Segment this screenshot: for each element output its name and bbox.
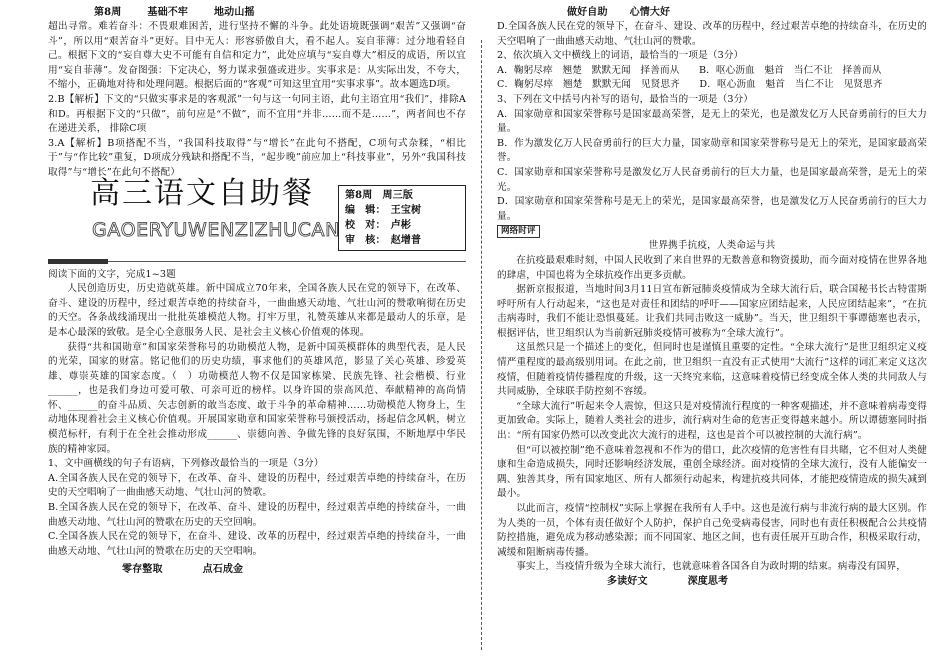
article-paragraph-5: 但“可以被控制”绝不意味着忽视和不作为的借口，此次疫情的危害性有目共睹，它不但对人类健康和生命造成损失，同时还影响经济发展，重创全球经济。面对疫情的全球大流行，没有人能偏安一隅、独善其身，所有国家地区、所有人都须行动起来，构建抗疫共同体，才能把疫情造成的损失减到最小。 — [497, 444, 927, 500]
masthead — [48, 175, 466, 255]
question-3-option-c: C．国家勋章和国家荣誉称号是激发亿万人民奋勇前行的巨大力量，也是国家最高荣誉，是无上的荣光。 — [497, 166, 927, 193]
proofreader-line: 校 对： 卢彬 — [345, 219, 412, 231]
question-3-option-b: B．作为激发亿万人民奋勇前行的巨大力量，国家勋章和国家荣誉称号是无上的荣光，是国家最高荣誉。 — [497, 137, 927, 164]
answer-analysis-1: 超出寻常。难若奋斗：不畏艰难困苦，进行坚持不懈的斗争。此处语境既强调“艰苦”又强调“奋斗”，所以用“艰苦奋斗”更好。目中无人：形容骄傲自大，看不起人。妄自菲薄：过分地看轻自己。根据下文的“妄自尊大史不可能有自信和定力”，此处应填与“妄自尊大”相反的成语，所以宜用“妄自菲薄”。发奋图强：下定决心，努力谋求强盛或进步。实事求是：从实际出发，不夸大，不缩小，正确地对待和处理问题。根据后面的“客观”可知这里宜用“实事求事”。故本题选D项。 — [48, 21, 466, 91]
question-2-options-cd: C．鞠躬尽瘁 翘楚 默默无闻 见贤思齐 D．呕心沥血 魁首 当仁不让 见贤思齐 — [497, 79, 883, 91]
section-divider — [48, 258, 466, 266]
question-3: 3、下列在文中括号内补写的语句，最恰当的一项是（3分） — [497, 93, 754, 105]
right-footer — [497, 575, 927, 590]
divider-block — [48, 259, 108, 264]
question-3-option-d: D．国家勋章和国家荣誉称号是无上的荣光，是国家最高荣誉，也是激发亿万人民奋勇前行的巨大力量。 — [497, 196, 927, 222]
right-header — [497, 6, 927, 20]
left-header — [48, 6, 466, 20]
reading-paragraph-2: 获得“共和国勋章”和国家荣誉称号的功勋模范人物，是新中国英模群体的典型代表，是人民的光荣，国家的财富。铭记他们的历史功绩，事求他们的英雄风范，影显了关心英雄、珍爱英雄、尊崇英雄的国家态度。（ ）功勋模范人物不仅是国家栋梁、民族先锋、社会楷模、行业______，也是我们身边可爱可敬、可亲可近的榜样。以身许国的崇高风范、奉献精神的高尚情怀、______的奋斗品质、矢志创新的敢当态度、敢于斗争的革命精神……功勋模范人物身上，生动地体现着社会主义核心价值观。开展国家勋章和国家荣誉称号颁授活动，扬起信念风帆，树立模范标杆，有利于在全社会推动形成______、崇德向善、争做先锋的良好氛围，不断地厚中华民族的精神家园。 — [48, 341, 466, 455]
answer-analysis-3: 3.A【解析】B项搭配不当，“我国科技取得”与“增长”在此句不搭配，C项句式杂糅，“相比于”与“作比较”重复，D项成分残缺和搭配不当，“起步晚”前应加上“科技事业”，另外“我国科技取得”与“增长”在此句不搭配） — [48, 137, 466, 178]
footer-motto-4: 深度思考 — [687, 575, 729, 587]
header-motto-3: 做好自助 — [567, 7, 608, 18]
footer-motto-2: 点石成金 — [202, 564, 244, 576]
reading-paragraph-1: 人民创造历史，历史造就英雄。新中国成立70年来，全国各族人民在党的领导下，在改革、奋斗、建设的历程中，经过艰苦卓绝的持续奋斗，一曲曲感天动地、气壮山河的赞歌响彻在历史的天空。各条战线涌现出一批批英雄模范人物。打牢万里，礼赞英雄从来都是最动人的乐章，是是本心最深的致敬。是全心全意服务人民、是社会主义核心价值观的体现。 — [48, 283, 466, 338]
question-2-options-ab: A．鞠躬尽瘁 翘楚 默默无闻 择善而从 B．呕心沥血 魁首 当仁不让 择善而从 — [497, 64, 882, 76]
article-title: 世界携手抗疫，人类命运与共 — [648, 240, 776, 252]
question-1: 1、文中画横线的句子有语病，下列修改最恰当的一项是（3分） — [48, 458, 324, 470]
masthead-title: 高三语文自助餐 — [90, 175, 314, 211]
right-column — [497, 6, 927, 590]
editor-line: 编 辑： 王宝树 — [345, 204, 422, 216]
section-tag: 网络时评 — [497, 225, 540, 238]
question-2: 2、依次填入文中横线上的词语，最恰当的一项是（3分） — [497, 50, 744, 62]
question-3-option-a: A．国家勋章和国家荣誉称号是国家最高荣誉，是无上的荣光，也是激发亿万人民奋勇前行的巨大力量。 — [497, 108, 927, 135]
footer-motto-1: 零存整取 — [122, 564, 163, 576]
article-paragraph-1: 在抗疫最艰难时刻，中国人民收到了来自世界的无数善意和物资援助，而今面对疫情在世界各地的肆虐，中国也将为全球抗疫作出更多贡献。 — [497, 254, 927, 281]
editorial-info-box — [338, 185, 466, 251]
reviewer-line: 审 核： 赵增普 — [345, 234, 422, 246]
question-1-option-a: A.全国各族人民在党的领导下，在改革、奋斗、建设的历程中，经过艰苦卓绝的持续奋斗，在历史的天空唱响了一曲曲感天动地、气壮山河的赞歌。 — [48, 472, 466, 499]
answer-analysis-2: 2.B【解析】下文的“只做实事求是的客观派”一句与这一句同主语，此句主语宜用“我们”，排除A和D。再根据下文的“只做”，前句应是“不做”，而不宜用“并非……而不是……”，两者间也不存在递进关系， 排除C项 — [48, 93, 466, 135]
footer-motto-3: 多读好文 — [607, 575, 648, 587]
article-paragraph-6: 以此而言，疫情“控制权”实际上掌握在我所有人手中。这也是流行病与非流行病的最大区别。作为人类的一员，个体有责任做好个人防护，保护自己免受病毒侵害，同时也有责任积极配合公共疫情防控措施，避免成为移动感染源；而不同国家、地区之间，也有责任展开互助合作，积极采取行动，减缓和阻断病毒传播。 — [497, 503, 927, 558]
header-motto-1: 基础不牢 — [147, 7, 189, 18]
section-tag-row — [497, 224, 927, 239]
masthead-pinyin: GAOERYUWENZIZHUCAN — [92, 218, 340, 241]
article-paragraph-2: 据新京报报道，当地时间3月11日宣布新冠肺炎疫情成为全球大流行后，联合国秘书长古特雷斯呼吁所有人行动起来，“这也是对责任和团结的呼吁——国家应团结起来，人民应团结起来”，“在抗击病毒时，我们不能让恐惧蔓延。让我们共同击败这一威胁”。当天，世卫组织干事谭德塞也表示，根据评估，世卫组织认为当前新冠肺炎疫情可被称为“全球大流行”。 — [497, 284, 927, 339]
question-1-option-b: B.全国各族人民在党的领导下，在改革、奋斗、建设的历程中，经过艰苦卓绝的持续奋斗，一曲曲感天动地、气壮山河的赞歌在历史的天空回响。 — [48, 502, 466, 528]
column-divider — [481, 40, 482, 650]
reading-instruction: 阅读下面的文字，完成1~3题 — [48, 268, 176, 280]
edition-line: 第8周 周三版 — [345, 189, 414, 201]
article-paragraph-4: “全球大流行”听起来令人震惊，但这只是对疫情流行程度的一种客观描述，并不意味着病毒变得更加致命。实际上，随着人类社会的进步，流行病对生命的危害正变得越来越小。所以谭德塞同时指出：“所有国家仍然可以改变此次大流行的进程，这也是首个可以被控制的大流行病”。 — [497, 400, 927, 442]
question-1-option-d: D.全国各族人民在党的领导下，在奋斗、建设、改革的历程中，经过艰苦卓绝的持续奋斗，在历史的天空唱响了一曲曲感天动地、气壮山河的赞歌。 — [497, 21, 927, 47]
article-paragraph-7: 事实上，当疫情升级为全球大流行，也就意味着各国各自为政时期的结束。病毒没有国界， — [516, 561, 906, 573]
header-motto-2: 地动山摇 — [214, 7, 255, 18]
left-column — [48, 6, 466, 578]
article-paragraph-3: 这虽然只是一个描述上的变化，但同时也是谨慎且重要的定性。“全球大流行”是世卫组织定义疫情严重程度的最高级别用词。在此之前，世卫组织一直没有正式使用“大流行”这样的词汇来定义这次疫情，但随着疫情传播程度的升级，这一天终究来临，这意味着疫情已经变成全体人类的共同敌人与共同威胁，全球联手防控刻不容缓。 — [497, 342, 927, 398]
issue-week: 第8周 — [94, 7, 122, 18]
header-motto-4: 心情大好 — [629, 7, 671, 18]
divider-line — [108, 261, 466, 262]
left-footer — [48, 563, 466, 578]
question-1-option-c: C.全国各族人民在党的领导下，在奋斗、建设、改革的历程中，经过艰苦卓绝的持续奋斗，一曲曲感天动地、气壮山河的赞歌在历史的天空唱响。 — [48, 531, 466, 557]
